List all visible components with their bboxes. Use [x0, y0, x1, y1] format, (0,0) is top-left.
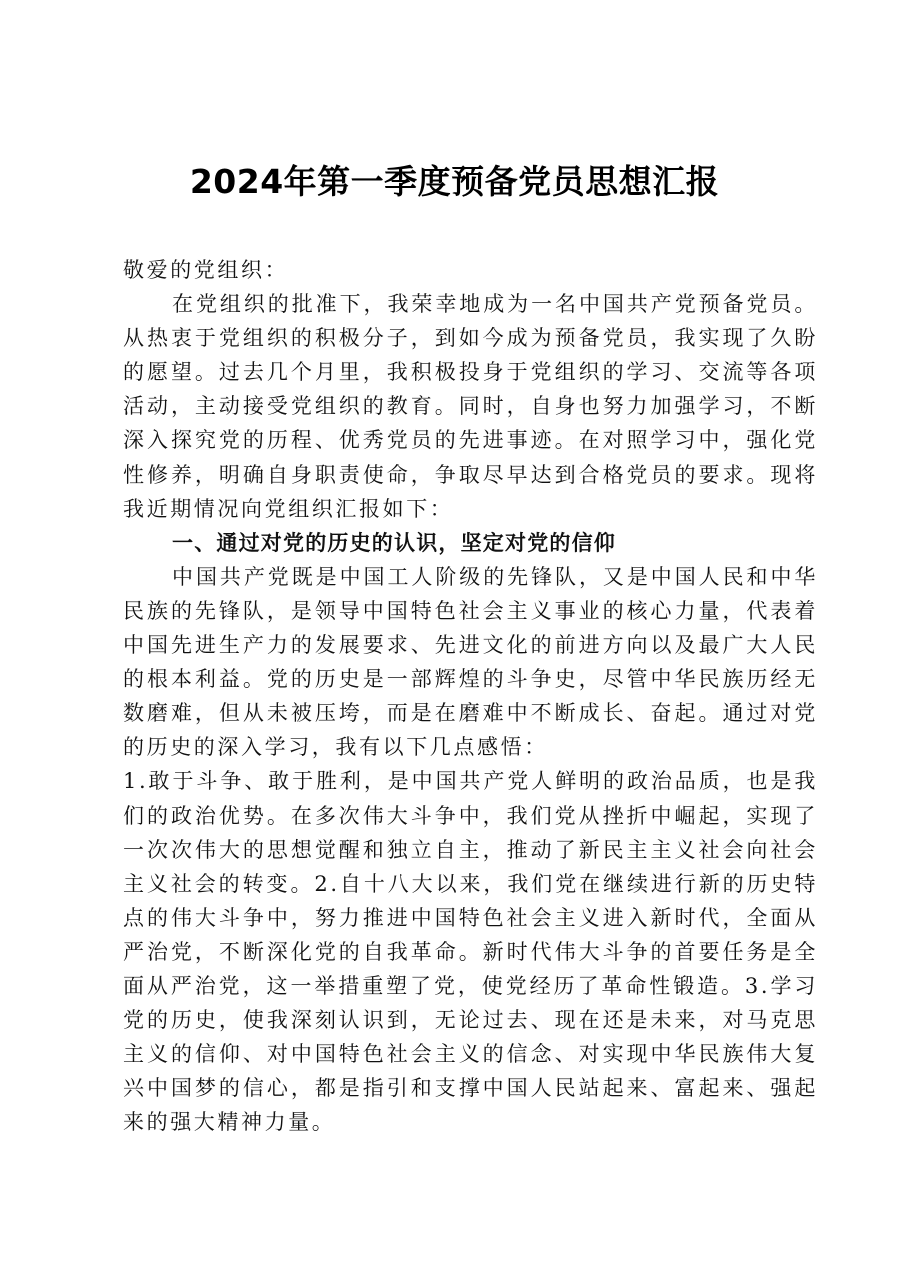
salutation: 敬爱的党组织：: [123, 258, 289, 282]
section-paragraph: 中国共产党既是中国工人阶级的先锋队，又是中国人民和中华民族的先锋队，是领导中国特色社会主义事业的核心力量，代表着中国先进生产力的发展要求、先进文化的前进方向以及最广大人民的根本利益。党的历史是一部辉煌的斗争史，尽管中华民族历经无数磨难，但从未被压垮，而是在磨难中不断成长、奋起。通过对党的历史的深入学习，我有以下几点感悟：: [123, 564, 818, 760]
document-body: [123, 253, 818, 1139]
intro-paragraph: 在党组织的批准下，我荣幸地成为一名中国共产党预备党员。从热衷于党组织的积极分子，到如今成为预备党员，我实现了久盼的愿望。过去几个月里，我积极投身于党组织的学习、交流等各项活动，主动接受党组织的教育。同时，自身也努力加强学习，不断深入探究党的历程、优秀党员的先进事迹。在对照学习中，强化党性修养，明确自身职责使命，争取尽早达到合格党员的要求。现将我近期情况向党组织汇报如下：: [123, 292, 818, 521]
section-heading: 一、通过对党的历史的认识，坚定对党的信仰: [172, 530, 616, 555]
points-paragraph: 1.敢于斗争、敢于胜利，是中国共产党人鲜明的政治品质，也是我们的政治优势。在多次伟大斗争中，我们党从挫折中崛起，实现了一次次伟大的思想觉醒和独立自主，推动了新民主主义社会向社会主义社会的转变。2.自十八大以来，我们党在继续进行新的历史特点的伟大斗争中，努力推进中国特色社会主义进入新时代，全面从严治党，不断深化党的自我革命。新时代伟大斗争的首要任务是全面从严治党，这一举措重塑了党，使党经历了革命性锻造。3.学习党的历史，使我深刻认识到，无论过去、现在还是未来，对马克思主义的信仰、对中国特色社会主义的信念、对实现中华民族伟大复兴中国梦的信心，都是指引和支撑中国人民站起来、富起来、强起来的强大精神力量。: [123, 769, 818, 1135]
document-title: 2024年第一季度预备党员思想汇报: [189, 162, 720, 201]
